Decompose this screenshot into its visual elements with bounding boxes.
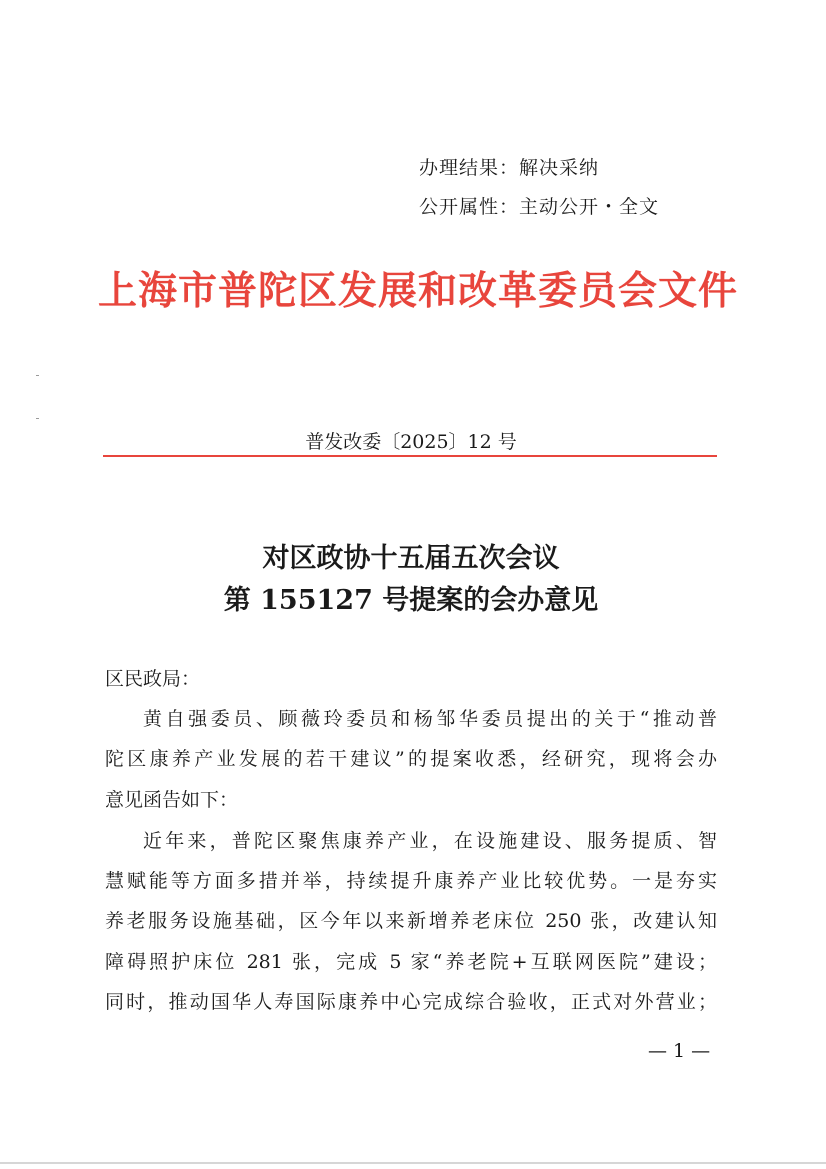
salutation: 区民政局： [105, 668, 201, 690]
handling-result: 办理结果：解决采纳 [419, 157, 600, 179]
issuer-header-title: 上海市普陀区发展和改革委员会文件 [98, 268, 739, 314]
document-number: 普发改委〔2025〕12 号 [305, 431, 517, 453]
body-line: 养老服务设施基础，区今年以来新增养老床位 250 张，改建认知 [105, 910, 717, 932]
body-line: 陀区康养产业发展的若干建议”的提案收悉，经研究，现将会办 [105, 748, 717, 770]
document-title-line-2: 第 155127 号提案的会办意见 [223, 585, 599, 616]
page-number: — 1 — [648, 1040, 711, 1062]
body-line: 意见函告如下： [105, 789, 239, 811]
body-line: 慧赋能等方面多措并举，持续提升康养产业比较优势。一是夯实 [105, 870, 717, 892]
body-line: 障碍照护床位 281 张，完成 5 家“养老院+互联网医院”建设； [105, 951, 717, 973]
margin-mark [36, 375, 39, 376]
document-title-line-1: 对区政协十五届五次会议 [262, 543, 560, 574]
disclosure-attribute: 公开属性：主动公开・全文 [419, 196, 660, 218]
body-line: 近年来，普陀区聚焦康养产业，在设施建设、服务提质、智 [143, 830, 717, 852]
body-line: 黄自强委员、顾薇玲委员和杨邹华委员提出的关于“推动普 [143, 708, 717, 730]
margin-mark [36, 418, 39, 419]
page-bottom-edge [0, 1162, 826, 1164]
body-line: 同时，推动国华人寿国际康养中心完成综合验收，正式对外营业； [105, 991, 717, 1013]
red-divider-line [103, 455, 717, 457]
